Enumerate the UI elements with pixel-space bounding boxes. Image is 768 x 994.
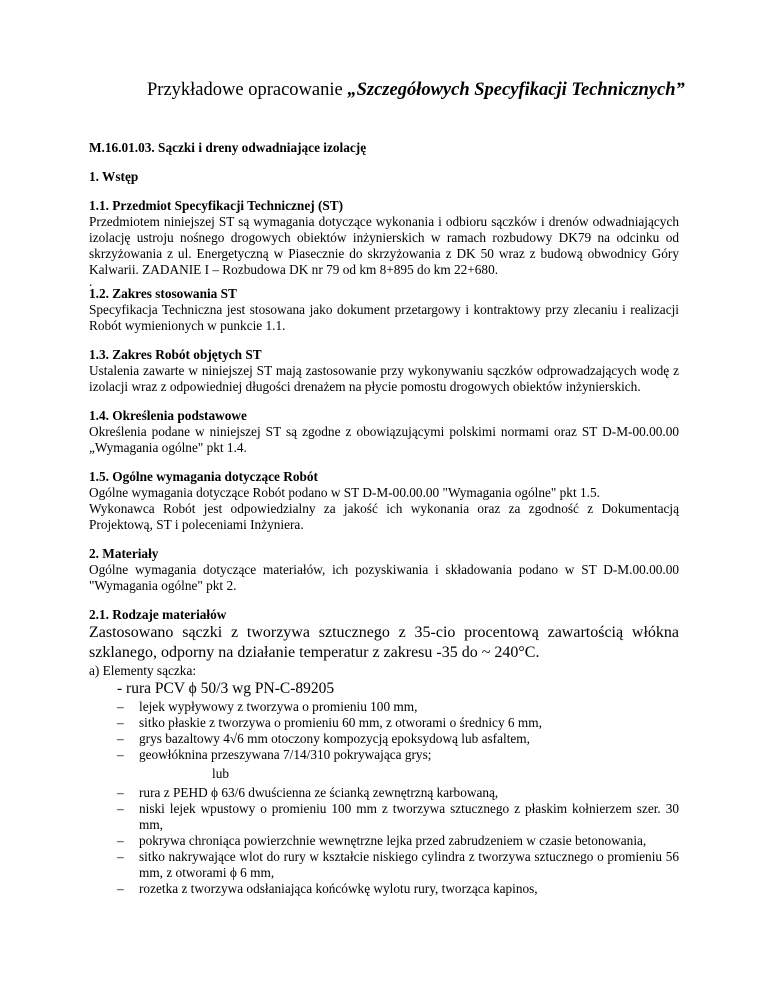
heading-2: 2. Materiały	[89, 546, 159, 561]
list-item: – rura z PEHD ϕ 63/6 dwuścienna ze ścianką zewnętrzną karbowaną,	[117, 785, 679, 801]
heading-1-2: 1.2. Zakres stosowania ST	[89, 286, 237, 301]
list-item: – pokrywa chroniąca powierzchnie wewnętrzne lejka przed zabrudzeniem w czasie betonowania,	[117, 833, 679, 849]
heading-1-4: 1.4. Określenia podstawowe	[89, 408, 247, 423]
list-item: – niski lejek wpustowy o promieniu 100 mm z tworzywa sztucznego z płaskim kołnierzem szer. 30 mm,	[117, 801, 679, 833]
document-title-italic: „Szczegółowych Specyfikacji Technicznych”	[347, 80, 685, 100]
section-code: M.16.01.03. Sączki i dreny odwadniające izolację	[89, 140, 367, 155]
element-list-1	[89, 699, 679, 763]
heading-1: 1. Wstęp	[89, 169, 139, 184]
stray-dot: .	[89, 274, 93, 289]
heading-1-1: 1.1. Przedmiot Specyfikacji Technicznej (ST)	[89, 198, 344, 213]
paragraph-1-4: Określenia podane w niniejszej ST są zgodne z obowiązującymi polskimi normami oraz ST D-M-00.00.00 „Wymagania ogólne" pkt 1.4.	[89, 424, 679, 455]
heading-1-5: 1.5. Ogólne wymagania dotyczące Robót	[89, 469, 318, 484]
paragraph-1-2: Specyfikacja Techniczna jest stosowana jako dokument przetargowy i kontraktowy przy zlecaniu i realizacji Robót wymienionych w punkcie 1.1.	[89, 302, 679, 333]
list-item: – sitko nakrywające wlot do rury w kształcie niskiego cylindra z tworzywa sztucznego o promieniu 56 mm, z otworami ϕ 6 mm,	[117, 849, 679, 881]
list-item: – rozetka z tworzywa odsłaniająca końcówkę wylotu rury, tworząca kapinos,	[117, 881, 679, 897]
list-item: – geowłóknina przeszywana 7/14/310 pokrywająca grys;	[117, 747, 679, 763]
document-title: Przykładowe opracowanie „Szczegółowych Specyfikacji Technicznych”	[147, 80, 685, 100]
paragraph-1-5b: Wykonawca Robót jest odpowiedzialny za jakość ich wykonania oraz za zgodność z Dokumentacją Projektową, ST i poleceniami Inżyniera.	[89, 501, 679, 532]
paragraph-1-1: Przedmiotem niniejszej ST są wymagania dotyczące wykonania i odbioru sączków i drenów odwadniających izolację ustroju nośnego drogowych obiektów inżynierskich w ramach rozbudowy DK79 na odcinku od skrzyżowania z ul. Energetyczną w Piasecznie do skrzyżowania z DK 50 wraz z budową obwodnicy Góry Kalwarii. ZADANIE I – Rozbudowa DK nr 79 od km 8+895 do km 22+680.	[89, 214, 679, 277]
document-body	[89, 82, 679, 897]
paragraph-2-1: Zastosowano sączki z tworzywa sztucznego z 35-cio procentową zawartością włókna szklanego, odporny na działanie temperatur z zakresu -35 do ~ 240°C.	[89, 624, 679, 661]
paragraph-1-3: Ustalenia zawarte w niniejszej ST mają zastosowanie przy wykonywaniu sączków odprowadzających wodę z izolacji wraz z odpowiedniej długości drenażem na płycie pomostu drogowych obiektów inżynierskich.	[89, 363, 679, 394]
list-item: – lejek wypływowy z tworzywa o promieniu 100 mm,	[117, 699, 679, 715]
or-label: lub	[212, 766, 229, 781]
heading-1-3: 1.3. Zakres Robót objętych ST	[89, 347, 262, 362]
list-item: – grys bazaltowy 4√6 mm otoczony kompozycją epoksydową lub asfaltem,	[117, 731, 679, 747]
element-list-2	[89, 785, 679, 897]
list-item: – sitko płaskie z tworzywa o promieniu 60 mm, z otworami o średnicy 6 mm,	[117, 715, 679, 731]
elements-label: a) Elementy sączka:	[89, 663, 197, 678]
pipe-heading: - rura PCV ϕ 50/3 wg PN-C-89205	[117, 680, 335, 697]
heading-2-1: 2.1. Rodzaje materiałów	[89, 607, 227, 622]
paragraph-1-5a: Ogólne wymagania dotyczące Robót podano w ST D-M-00.00.00 "Wymagania ogólne" pkt 1.5.	[89, 485, 600, 500]
paragraph-2: Ogólne wymagania dotyczące materiałów, ich pozyskiwania i składowania podano w ST D-M.00.00.00 "Wymagania ogólne" pkt 2.	[89, 562, 679, 593]
